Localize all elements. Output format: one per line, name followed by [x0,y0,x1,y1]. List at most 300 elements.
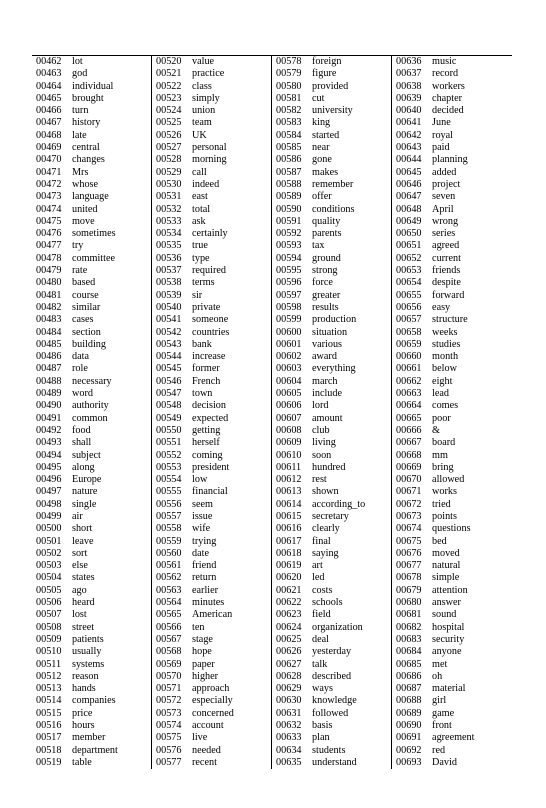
word: bed [432,535,447,547]
word: followed [312,707,349,719]
table-row [32,253,151,265]
table-row [272,634,391,646]
word: agreement [432,732,475,744]
table-row [152,659,271,671]
rank-number: 00679 [396,584,422,596]
word: class [192,80,212,92]
table-row [32,708,151,720]
word: bank [192,338,212,350]
word: higher [192,670,219,682]
word: based [72,277,96,289]
table-row [272,216,391,228]
word: plan [312,732,330,744]
rank-number: 00531 [156,191,182,203]
table-row [272,400,391,412]
rank-number: 00612 [276,474,302,486]
rank-number: 00609 [276,437,302,449]
rank-number: 00602 [276,351,302,363]
rank-number: 00591 [276,215,302,227]
rank-number: 00543 [156,338,182,350]
rank-number: 00562 [156,572,182,584]
table-row [152,265,271,277]
table-column-1 [32,56,152,769]
word: chapter [432,92,463,104]
rank-number: 00610 [276,449,302,461]
word: weeks [432,326,458,338]
table-row [272,745,391,757]
rank-number: 00477 [36,240,62,252]
table-row [392,68,512,80]
rank-number: 00518 [36,744,62,756]
table-row [272,757,391,769]
word: mm [432,449,448,461]
word: paid [432,142,450,154]
word: member [72,732,106,744]
rank-number: 00511 [36,658,62,670]
rank-number: 00463 [36,68,62,80]
table-row [272,302,391,314]
table-row [32,154,151,166]
table-row [272,437,391,449]
word: structure [432,314,468,326]
rank-number: 00588 [276,178,302,190]
table-row [32,560,151,572]
rank-number: 00476 [36,228,62,240]
rank-number: 00560 [156,547,182,559]
table-row [272,314,391,326]
table-row [272,585,391,597]
rank-number: 00672 [396,498,422,510]
word: increase [192,351,226,363]
table-row [392,302,512,314]
rank-number: 00486 [36,351,62,363]
table-row [152,560,271,572]
rank-number: 00490 [36,400,62,412]
rank-number: 00522 [156,80,182,92]
table-row [272,93,391,105]
word: field [312,609,331,621]
word: April [432,203,454,215]
rank-number: 00642 [396,129,422,141]
table-row [152,646,271,658]
word: getting [192,424,221,436]
word: started [312,129,340,141]
table-row [272,413,391,425]
table-row [152,277,271,289]
rank-number: 00659 [396,338,422,350]
rank-number: 00656 [396,301,422,313]
table-row [272,720,391,732]
rank-number: 00503 [36,560,62,572]
rank-number: 00607 [276,412,302,424]
table-row [152,536,271,548]
table-row [392,413,512,425]
word: answer [432,597,461,609]
table-row [272,536,391,548]
rank-number: 00500 [36,523,62,535]
word: march [312,375,338,387]
word: coming [192,449,223,461]
rank-number: 00623 [276,609,302,621]
word: brought [72,92,104,104]
word: strong [312,265,338,277]
rank-number: 00514 [36,695,62,707]
table-row [32,732,151,744]
word: expected [192,412,229,424]
table-row [392,130,512,142]
word: ways [312,683,333,695]
word: terms [192,277,215,289]
rank-number: 00496 [36,474,62,486]
word: low [192,474,208,486]
rank-number: 00470 [36,154,62,166]
word: met [432,658,448,670]
table-row [32,683,151,695]
word: hands [72,683,96,695]
table-row [392,93,512,105]
word: decided [432,105,464,117]
table-row [32,634,151,646]
word: subject [72,449,101,461]
rank-number: 00692 [396,744,422,756]
table-row [32,536,151,548]
rank-number: 00547 [156,388,182,400]
rank-number: 00586 [276,154,302,166]
table-row [152,474,271,486]
table-row [392,265,512,277]
word: talk [312,658,328,670]
table-row [152,732,271,744]
rank-number: 00655 [396,289,422,301]
rank-number: 00587 [276,166,302,178]
table-row [392,462,512,474]
word: record [432,68,459,80]
rank-number: 00636 [396,56,422,67]
word: required [192,265,226,277]
rank-number: 00525 [156,117,182,129]
table-row [392,400,512,412]
word: amount [312,412,343,424]
table-row [272,560,391,572]
rank-number: 00630 [276,695,302,707]
table-row [152,302,271,314]
word: needed [192,744,221,756]
rank-number: 00584 [276,129,302,141]
word: united [72,203,98,215]
word: allowed [432,474,465,486]
table-row [32,646,151,658]
table-row [32,388,151,400]
word: situation [312,326,348,338]
rank-number: 00650 [396,228,422,240]
table-row [392,228,512,240]
table-row [32,486,151,498]
table-row [32,757,151,769]
table-row [392,327,512,339]
rank-number: 00604 [276,375,302,387]
word: saying [312,547,339,559]
table-row [272,339,391,351]
table-row [272,105,391,117]
word: short [72,523,93,535]
word: simply [192,92,220,104]
word: offer [312,191,332,203]
table-row [32,290,151,302]
word: American [192,609,233,621]
word: late [72,129,87,141]
word: language [72,191,109,203]
rank-number: 00680 [396,597,422,609]
table-row [272,327,391,339]
word: royal [432,129,453,141]
rank-number: 00489 [36,388,62,400]
rank-number: 00616 [276,523,302,535]
rank-number: 00541 [156,314,182,326]
word: David [432,756,457,768]
rank-number: 00491 [36,412,62,424]
word: planning [432,154,468,166]
table-row [152,204,271,216]
word: sir [192,289,203,301]
word: greater [312,289,341,301]
table-row [392,585,512,597]
table-row [152,413,271,425]
word: department [72,744,118,756]
rank-number: 00484 [36,326,62,338]
table-row [152,327,271,339]
table-row [272,376,391,388]
table-row [392,179,512,191]
table-row [32,179,151,191]
rank-number: 00601 [276,338,302,350]
rank-number: 00552 [156,449,182,461]
table-row [392,671,512,683]
word: gone [312,154,332,166]
table-row [152,290,271,302]
rank-number: 00614 [276,498,302,510]
table-row [272,179,391,191]
table-row [272,277,391,289]
rank-number: 00530 [156,178,182,190]
rank-number: 00691 [396,732,422,744]
word: Europe [72,474,102,486]
table-row [392,425,512,437]
word: seem [192,498,213,510]
word: include [312,388,343,400]
table-row [32,204,151,216]
rank-number: 00550 [156,424,182,436]
word: workers [432,80,465,92]
table-row [272,695,391,707]
table-row [32,167,151,179]
word: date [192,547,209,559]
word: move [72,215,95,227]
rank-number: 00516 [36,720,62,732]
rank-number: 00637 [396,68,422,80]
table-row [152,499,271,511]
table-row [272,486,391,498]
table-row [32,585,151,597]
word: according_to [312,498,366,510]
table-row [152,363,271,375]
rank-number: 00544 [156,351,182,363]
rank-number: 00621 [276,584,302,596]
word: personal [192,142,227,154]
table-row [32,745,151,757]
rank-number: 00532 [156,203,182,215]
rank-number: 00571 [156,683,182,695]
table-row [32,130,151,142]
rank-number: 00504 [36,572,62,584]
rank-number: 00651 [396,240,422,252]
rank-number: 00606 [276,400,302,412]
rank-number: 00563 [156,584,182,596]
table-row [392,56,512,68]
word: someone [192,314,229,326]
rank-number: 00667 [396,437,422,449]
rank-number: 00661 [396,363,422,375]
table-row [392,339,512,351]
rank-number: 00565 [156,609,182,621]
table-row [392,548,512,560]
table-row [272,499,391,511]
rank-number: 00690 [396,720,422,732]
rank-number: 00528 [156,154,182,166]
table-row [152,339,271,351]
rank-number: 00632 [276,720,302,732]
word: companies [72,695,116,707]
rank-number: 00510 [36,646,62,658]
table-row [152,388,271,400]
word: committee [72,252,115,264]
table-row [272,659,391,671]
rank-number: 00508 [36,621,62,633]
table-row [392,634,512,646]
table-row [152,81,271,93]
word: indeed [192,178,220,190]
table-row [152,720,271,732]
word: current [432,252,461,264]
rank-number: 00471 [36,166,62,178]
word: section [72,326,101,338]
rank-number: 00681 [396,609,422,621]
word: street [72,621,95,633]
table-row [32,216,151,228]
rank-number: 00595 [276,265,302,277]
table-row [152,757,271,769]
word: tax [312,240,325,252]
word: series [432,228,456,240]
table-row [272,609,391,621]
word: soon [312,449,332,461]
word: leave [72,535,94,547]
table-row [392,597,512,609]
rank-number: 00462 [36,56,62,67]
rank-number: 00482 [36,301,62,313]
table-row [152,154,271,166]
table-column-4 [392,56,512,769]
rank-number: 00480 [36,277,62,289]
rank-number: 00592 [276,228,302,240]
rank-number: 00639 [396,92,422,104]
word: works [432,486,457,498]
rank-number: 00652 [396,252,422,264]
rank-number: 00534 [156,228,182,240]
rank-number: 00569 [156,658,182,670]
rank-number: 00608 [276,424,302,436]
word: necessary [72,375,112,387]
table-row [152,425,271,437]
rank-number: 00627 [276,658,302,670]
word: foreign [312,56,342,67]
word: club [312,424,330,436]
word: nature [72,486,98,498]
rank-number: 00509 [36,633,62,645]
word: turn [72,105,89,117]
table-row [392,105,512,117]
word: cut [312,92,325,104]
word: data [72,351,89,363]
rank-number: 00474 [36,203,62,215]
table-row [392,388,512,400]
word: along [72,461,95,473]
rank-number: 00499 [36,510,62,522]
rank-number: 00517 [36,732,62,744]
rank-number: 00674 [396,523,422,535]
table-row [32,425,151,437]
rank-number: 00501 [36,535,62,547]
table-row [272,56,391,68]
table-row [392,695,512,707]
rank-number: 00570 [156,670,182,682]
word: forward [432,289,465,301]
word: table [72,756,92,768]
word: lot [72,56,83,67]
rank-number: 00598 [276,301,302,313]
table-row [32,597,151,609]
table-row [272,462,391,474]
word: game [432,707,455,719]
rank-number: 00526 [156,129,182,141]
word: herself [192,437,220,449]
word: comes [432,400,459,412]
word: sometimes [72,228,116,240]
rank-number: 00524 [156,105,182,117]
table-row [152,314,271,326]
rank-number: 00551 [156,437,182,449]
word: else [72,560,88,572]
word: town [192,388,213,400]
table-row [32,511,151,523]
table-row [392,191,512,203]
word: heard [72,597,95,609]
rank-number: 00643 [396,142,422,154]
table-row [152,93,271,105]
table-row [272,450,391,462]
rank-number: 00663 [396,388,422,400]
table-row [152,191,271,203]
table-row [392,81,512,93]
word: basis [312,720,333,732]
word: project [432,178,461,190]
word: try [72,240,84,252]
rank-number: 00686 [396,670,422,682]
word: Mrs [72,166,89,178]
rank-number: 00529 [156,166,182,178]
word: natural [432,560,461,572]
word: god [72,68,88,80]
rank-number: 00664 [396,400,422,412]
